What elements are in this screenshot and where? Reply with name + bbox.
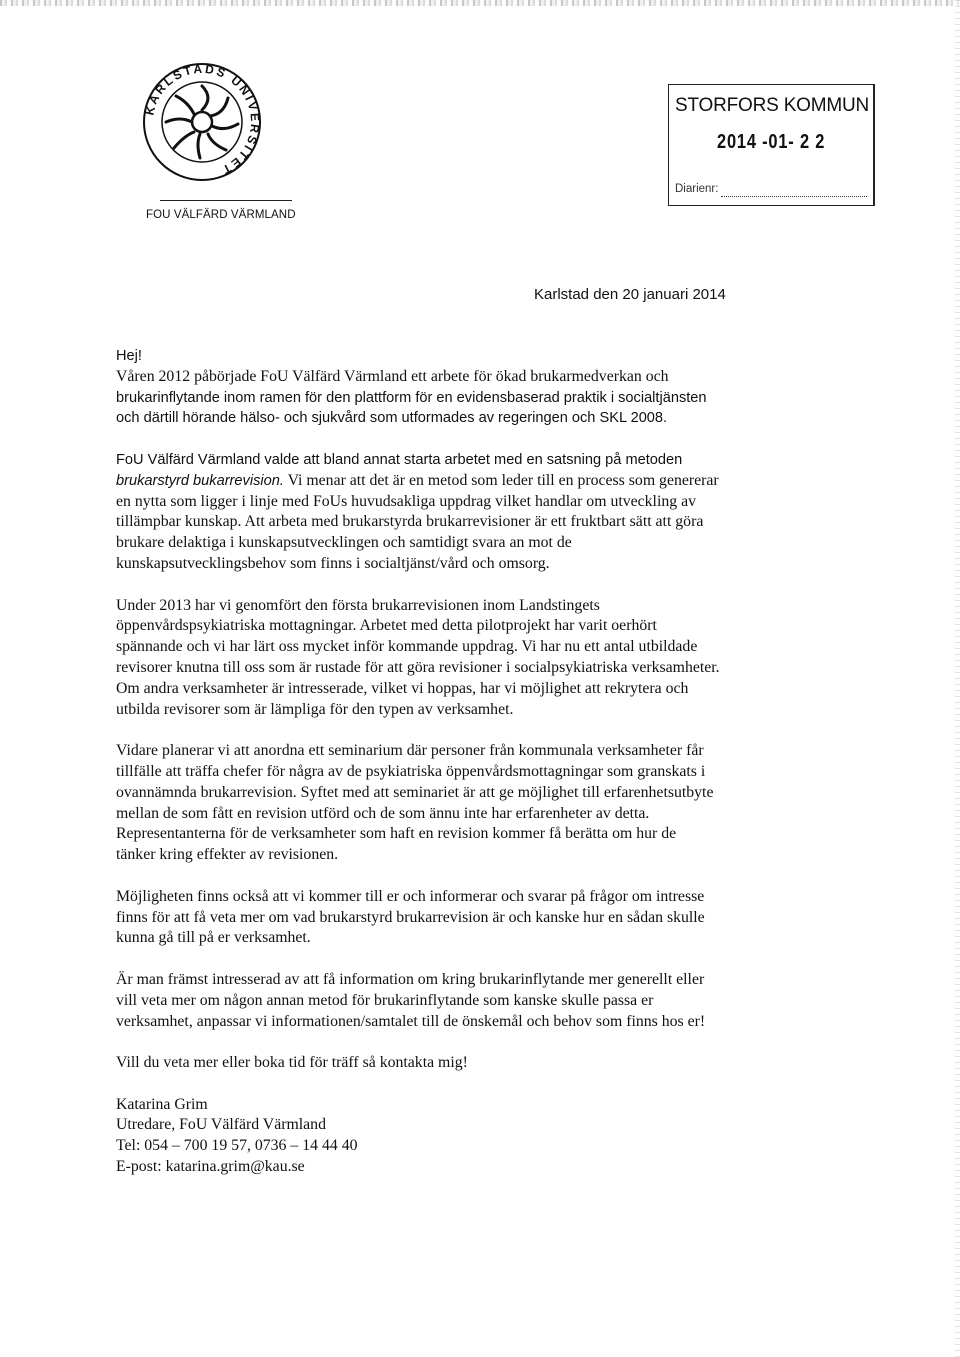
paragraph-1-line: Våren 2012 påbörjade FoU Välfärd Värmland ett arbete för ökad brukarmedverkan och [116,367,669,385]
paragraph-4-line: Vidare planerar vi att anordna ett seminarium där personer från kommunala verksamheter får [116,742,704,760]
paragraph-2-text: Vi menar att det är en metod som leder till en process som genererar [283,471,719,489]
paragraph-3-line: Under 2013 har vi genomfört den första brukarrevisionen inom Landstingets [116,596,600,614]
place-and-date: Karlstad den 20 januari 2014 [534,286,726,303]
paragraph-4-line: Representanterna för de verksamheter som haft en revision kommer få berätta om hur de [116,825,677,843]
closing-line: Vill du veta mer eller boka tid för träff så kontakta mig! [116,1054,468,1072]
paragraph-2-line: tillämpbar kunskap. Att arbeta med brukarstyrda brukarrevisioner är ett fruktbart sätt att göra [116,513,704,531]
organization-name: FOU VÄLFÄRD VÄRMLAND [146,209,296,221]
paragraph-3-line: revisorer knutna till oss som är rustade för att göra revisioner i socialpsykiatriska verksamheter. [116,658,720,676]
paragraph-2-line: FoU Välfärd Värmland valde att bland annat starta arbetet med en satsning på metoden [116,451,683,468]
logo-divider [160,200,292,201]
stamp-date: 2014 -01- 2 2 [717,131,826,153]
paragraph-3-line: spännande och vi har lärt oss mycket inför kommande uppdrag. Vi har nu ett antal utbildade [116,638,698,656]
scan-edge-right [955,0,960,1357]
paragraph-3-line: öppenvårdspsykiatriska mottagningar. Arbetet med detta pilotprojekt har varit oerhört [116,617,657,635]
paragraph-3-line: utbilda revisorer som är lämpliga för den typen av verksamhet. [116,700,514,718]
method-name-italic: brukarstyrd bukarrevision. [116,472,284,489]
paragraph-4-line: tänker kring effekter av revisionen. [116,846,339,864]
paragraph-1-line: brukarinflytande inom ramen för den plattform för en evidensbaserad praktik i socialtjänsten [116,389,707,406]
letter-body [116,346,848,1178]
stamp-municipality: STORFORS KOMMUN [675,95,870,116]
paragraph-2-line: en nytta som ligger i linje med FoUs huvudsakliga uppdrag vilket handlar om utveckling av [116,492,696,510]
paragraph-6-line: vill veta mer om någon annan metod för brukarinflytande som kanske skulle passa er [116,991,654,1009]
signature-email: E-post: katarina.grim@kau.se [116,1158,305,1176]
paragraph-2-line: kunskapsutvecklingsbehov som finns i socialtjänst/vård och omsorg. [116,554,550,572]
paragraph-2-line: brukare delaktiga i kunskapsutvecklingen och samtidigt svara an mot de [116,534,572,552]
paragraph-5-line: finns för att få veta mer om vad brukarstyrd brukarrevision är och kanske hur en sådan skulle [116,908,705,926]
paragraph-5-line: kunna gå till på er verksamhet. [116,929,311,947]
paragraph-4-line: tillfälle att träffa chefer för några av de psykiatriska öppenvårdsmottagningar som granskats i [116,762,706,780]
signature-name: Katarina Grim [116,1095,208,1113]
greeting: Hej! [116,348,142,364]
paragraph-4-line: ovannämnda brukarrevision. Syftet med att seminariet är att ge möjlighet till erfarenhetsutbyte [116,783,714,801]
scan-edge-top [0,0,960,6]
paragraph-4-line: mellan de som fått en revision utförd och de som ännu inte har erfarenheter av detta. [116,804,650,822]
paragraph-2-line [116,471,848,492]
paragraph-3-line: Om andra verksamheter är intresserade, vilket vi hoppas, har vi möjlighet att rekrytera och [116,679,689,697]
paragraph-1-line: och därtill hörande hälso- och sjukvård som utformades av regeringen och SKL 2008. [116,410,668,427]
signature-title: Utredare, FoU Välfärd Värmland [116,1116,326,1134]
paragraph-6-line: verksamhet, anpassar vi informationen/samtalet till de önskemål och behov som finns hos er! [116,1012,706,1030]
university-seal-logo [142,62,262,182]
svg-text:KARLSTADS UNIVERSITET: KARLSTADS UNIVERSITET [142,62,262,178]
paragraph-6-line: Är man främst intresserad av att få information om kring brukarinflytande mer generellt eller [116,970,705,988]
paragraph-5-line: Möjligheten finns också att vi kommer till er och informerar och svarar på frågor om intresse [116,887,705,905]
signature-phone: Tel: 054 – 700 19 57, 0736 – 14 44 40 [116,1137,358,1155]
stamp-diarie-field [721,196,867,197]
stamp-diarie-label: Diarienr: [675,183,719,195]
received-stamp [668,84,875,206]
